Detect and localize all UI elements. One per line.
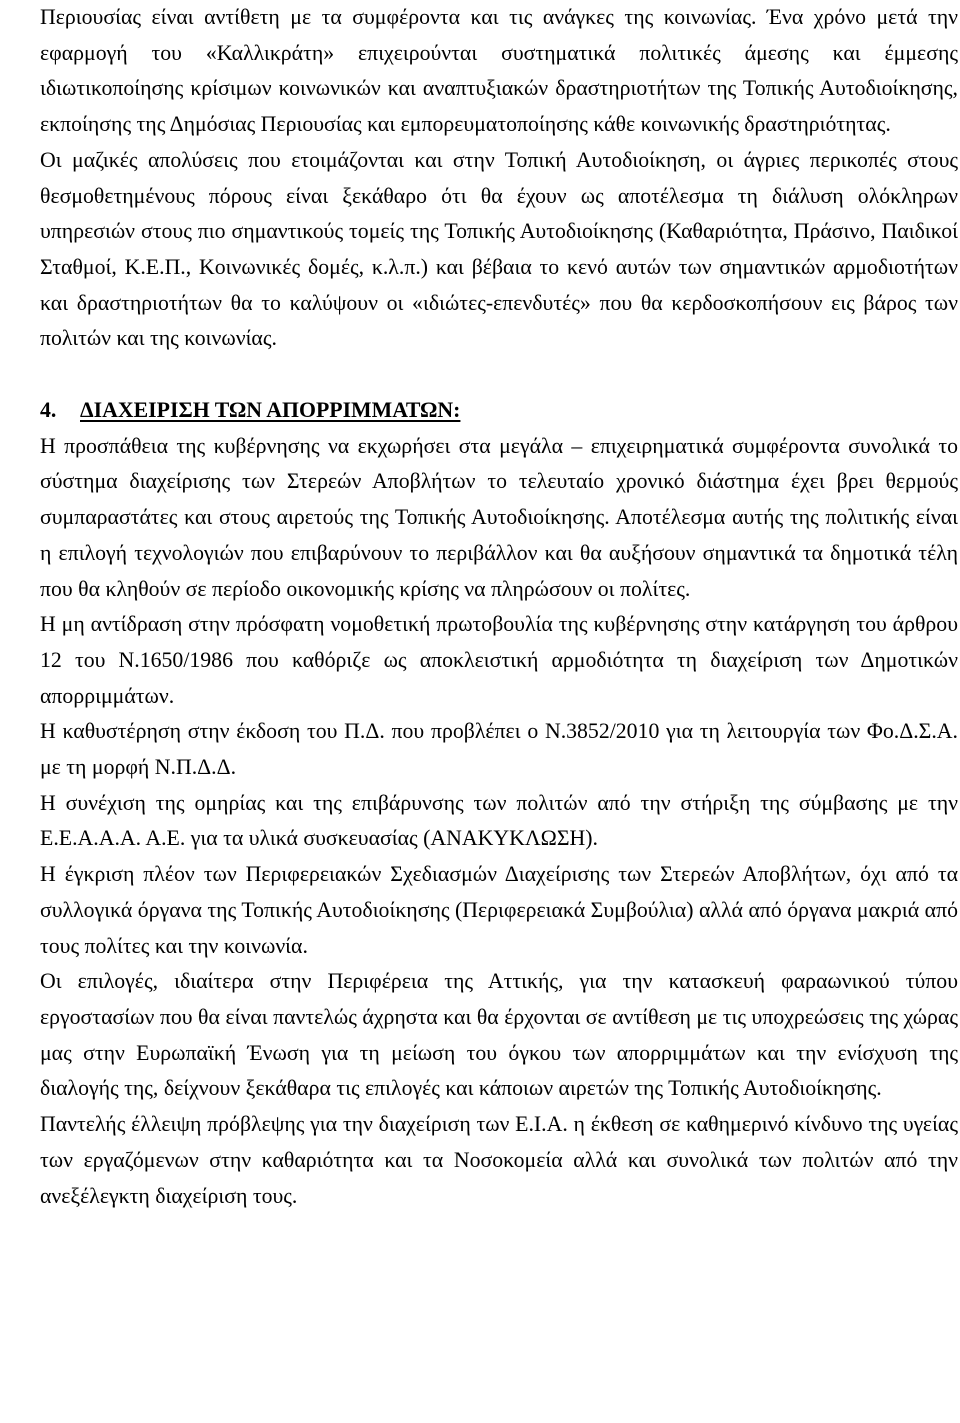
document-page <box>40 0 958 1214</box>
intro-paragraph: Περιουσίας είναι αντίθετη με τα συμφέροντα και τις ανάγκες της κοινωνίας. Ένα χρόνο μετά την εφαρμογή του «Καλλικράτη» επιχειρούνται συστηματικά πολιτικές άμεσης και έμμεσης ιδιωτικοποίησης κρίσιμων κοινωνικών και αναπτυξιακών δραστηριοτήτων της Τοπικής Αυτοδιοίκησης, εκποίησης της Δημόσιας Περιουσίας και εμπορευματοποίησης κάθε κοινωνικής δραστηριότητας. <box>40 5 958 137</box>
section-paragraph: Η μη αντίδραση στην πρόσφατη νομοθετική πρωτοβουλία της κυβέρνησης στην κατάργηση του άρθρου 12 του Ν.1650/1986 που καθόριζε ως αποκλειστική αρμοδιότητα τη διαχείριση των Δημοτικών απορριμμάτων. <box>40 612 958 708</box>
section-paragraph: Η έγκριση πλέον των Περιφερειακών Σχεδιασμών Διαχείρισης των Στερεών Αποβλήτων, όχι από τα συλλογικά όργανα της Τοπικής Αυτοδιοίκησης (Περιφερειακά Συμβούλια) αλλά από όργανα μακριά από τους πολίτες και την κοινωνία. <box>40 862 958 958</box>
section-paragraph: Παντελής έλλειψη πρόβλεψης για την διαχείριση των Ε.Ι.Α. η έκθεση σε καθημερινό κίνδυνο της υγείας των εργαζόμενων στην καθαριότητα και τα Νοσοκομεία αλλά και συνολικά των πολιτών από την ανεξέλεγκτη διαχείριση τους. <box>40 1112 958 1208</box>
section-paragraph: Η καθυστέρηση στην έκδοση του Π.Δ. που προβλέπει ο Ν.3852/2010 για τη λειτουργία των Φο.Δ.Σ.Α. με τη μορφή Ν.Π.Δ.Δ. <box>40 719 958 780</box>
section-paragraph: Η προσπάθεια της κυβέρνησης να εκχωρήσει στα μεγάλα – επιχειρηματικά συμφέροντα συνολικά το σύστημα διαχείρισης των Στερεών Αποβλήτων το τελευταίο χρονικό διάστημα έχει βρει θερμούς συμπαραστάτες και στους αιρετούς της Τοπικής Αυτοδιοίκησης. Αποτέλεσμα αυτής της πολιτικής είναι η επιλογή τεχνολογιών που επιβαρύνουν το περιβάλλον και θα αυξήσουν σημαντικά τα δημοτικά τέλη που θα κληθούν σε περίοδο οικονομικής κρίσης να πληρώσουν οι πολίτες. <box>40 433 958 601</box>
section-paragraph: Η συνέχιση της ομηρίας και της επιβάρυνσης των πολιτών από την στήριξη της σύμβασης με την Ε.Ε.Α.Α.Α. Α.Ε. για τα υλικά συσκευασίας (ΑΝΑΚΥΚΛΩΣΗ). <box>40 790 958 851</box>
intro-paragraph: Οι μαζικές απολύσεις που ετοιμάζονται και στην Τοπική Αυτοδιοίκηση, οι άγριες περικοπές στους θεσμοθετημένους πόρους είναι ξεκάθαρο ότι θα έχουν ως αποτέλεσμα τη διάλυση ολόκληρων υπηρεσιών στους πιο σημαντικούς τομείς της Τοπικής Αυτοδιοίκησης (Καθαριότητα, Πράσινο, Παιδικοί Σταθμοί, Κ.Ε.Π., Κοινωνικές δομές, κ.λ.π.) και βέβαια το κενό αυτών των σημαντικών αρμοδιοτήτων και δραστηριοτήτων θα το καλύψουν οι «ιδιώτες-επενδυτές» που θα κερδοσκοπήσουν εις βάρος των πολιτών και της κοινωνίας. <box>40 147 958 351</box>
section-paragraph: Οι επιλογές, ιδιαίτερα στην Περιφέρεια της Αττικής, για την κατασκευή φαραωνικού τύπου εργοστασίων που θα είναι παντελώς άχρηστα και θα έρχονται σε αντίθεση με τις υποχρεώσεις της χώρας μας στην Ευρωπαϊκή Ένωση για τη μείωση του όγκου των απορριμμάτων και την ενίσχυση της διαλογής της, δείχνουν ξεκάθαρα τις επιλογές και κάποιων αιρετών της Τοπικής Αυτοδιοίκησης. <box>40 969 958 1101</box>
section-number: 4. <box>40 398 57 423</box>
section-heading <box>40 393 958 607</box>
section-title: ΔΙΑΧΕΙΡΙΣΗ ΤΩΝ ΑΠΟΡΡΙΜΜΑΤΩΝ: <box>80 398 461 423</box>
